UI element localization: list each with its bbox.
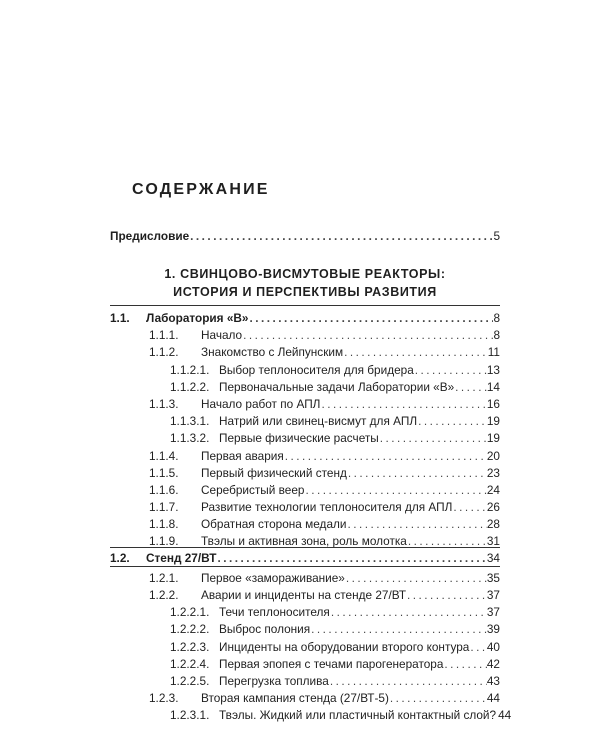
toc-entry[interactable]	[219, 413, 500, 429]
toc-entry-label: Течи теплоносителя	[219, 605, 330, 619]
leader-dots	[284, 448, 487, 464]
toc-entry-page: 20	[486, 449, 500, 463]
toc-entry[interactable]	[219, 673, 500, 689]
toc-entry-number: 1.1.3.	[149, 397, 179, 411]
leader-dots	[389, 690, 487, 706]
toc-entry-number: 1.2.2.4.	[170, 657, 210, 671]
toc-entry-label: Первый физический стенд	[201, 466, 347, 480]
toc-entry-number: 1.1.4.	[149, 449, 179, 463]
toc-entry-label: Первоначальные задачи Лаборатории «В»	[219, 380, 455, 394]
toc-entry-number: 1.2.2.5.	[170, 674, 210, 688]
toc-entry-page: 13	[486, 363, 500, 377]
section-heading-line2: ИСТОРИЯ И ПЕРСПЕКТИВЫ РАЗВИТИЯ	[173, 285, 437, 299]
leader-dots	[189, 228, 493, 244]
toc-entry-label: Лаборатория «В»	[146, 311, 249, 325]
toc-entry-page: 8	[493, 311, 500, 325]
toc-entry-number: 1.1.5.	[149, 466, 179, 480]
divider	[110, 566, 500, 567]
toc-entry-label: Выброс полония	[219, 622, 311, 636]
leader-dots	[454, 379, 487, 395]
toc-entry-label: Серебристый веер	[201, 483, 305, 497]
toc-entry-page: 43	[486, 674, 500, 688]
toc-entry[interactable]	[219, 362, 500, 378]
toc-entry-label: Начало	[201, 328, 243, 342]
toc-entry-number: 1.2.3.	[149, 691, 179, 705]
leader-dots	[346, 516, 486, 532]
toc-entry-label: Знакомство с Лейпунским	[201, 345, 344, 359]
toc-entry[interactable]	[201, 499, 500, 515]
toc-entry[interactable]	[219, 656, 500, 672]
toc-entry-page: 35	[486, 571, 500, 585]
toc-entry[interactable]	[219, 707, 512, 723]
toc-entry[interactable]	[201, 690, 500, 706]
section-heading-line1: 1. СВИНЦОВО-ВИСМУТОВЫЕ РЕАКТОРЫ:	[164, 267, 446, 281]
toc-entry[interactable]	[219, 379, 500, 395]
toc-entry-number: 1.2.	[110, 551, 130, 565]
toc-entry[interactable]	[201, 448, 500, 464]
toc-entry-number: 1.1.2.1.	[170, 363, 210, 377]
toc-entry-label: Первая авария	[201, 449, 284, 463]
leader-dots	[414, 362, 487, 378]
leader-dots	[329, 673, 487, 689]
toc-entry-number: 1.2.2.	[149, 588, 179, 602]
toc-entry-label: Первое «замораживание»	[201, 571, 345, 585]
toc-entry-page: 26	[486, 500, 500, 514]
toc-entry-label: Первая эпопея с течами парогенератора	[219, 657, 444, 671]
leader-dots	[443, 656, 486, 672]
toc-entry[interactable]	[201, 516, 500, 532]
toc-entry-page: 40	[486, 640, 500, 654]
toc-entry-number: 1.1.8.	[149, 517, 179, 531]
toc-entry-number: 1.1.2.2.	[170, 380, 210, 394]
toc-entry-number: 1.1.9.	[149, 534, 179, 548]
toc-entry-page: 19	[486, 431, 500, 445]
toc-entry-label: Аварии и инциденты на стенде 27/ВТ	[201, 588, 407, 602]
divider	[110, 305, 500, 306]
toc-entry-label: Твэлы. Жидкий или пластичный контактный слой?	[219, 708, 497, 722]
toc-entry[interactable]	[146, 550, 500, 566]
toc-entry-page: 24	[486, 483, 500, 497]
leader-dots	[347, 465, 487, 481]
toc-entry-page: 19	[486, 414, 500, 428]
toc-entry-page: 5	[493, 229, 500, 243]
toc-entry-label: Развитие технологии теплоносителя для АПЛ	[201, 500, 453, 514]
leader-dots	[320, 396, 486, 412]
toc-entry-label: Перегрузка топлива	[219, 674, 329, 688]
toc-entry[interactable]	[201, 344, 500, 360]
leader-dots	[417, 413, 487, 429]
toc-entry-number: 1.1.7.	[149, 500, 179, 514]
toc-entry[interactable]	[201, 396, 500, 412]
toc-entry-label: Предисловие	[110, 229, 190, 243]
toc-entry[interactable]	[219, 430, 500, 446]
toc-entry[interactable]	[201, 570, 500, 586]
toc-entry[interactable]	[219, 621, 500, 637]
toc-entry[interactable]	[219, 639, 500, 655]
toc-entry-page: 42	[486, 657, 500, 671]
toc-entry-number: 1.1.6.	[149, 483, 179, 497]
toc-entry-page: 23	[486, 466, 500, 480]
toc-entry-label: Первые физические расчеты	[219, 431, 379, 445]
toc-entry-number: 1.1.2.	[149, 345, 179, 359]
toc-entry-page: 34	[486, 551, 500, 565]
toc-entry-number: 1.2.2.2.	[170, 622, 210, 636]
leader-dots	[406, 587, 487, 603]
toc-entry-label: Выбор теплоносителя для бридера	[219, 363, 414, 377]
toc-entry[interactable]	[146, 310, 500, 326]
leader-dots	[248, 310, 493, 326]
toc-entry-number: 1.2.1.	[149, 571, 179, 585]
toc-entry-number: 1.1.1.	[149, 328, 179, 342]
toc-entry-label: Натрий или свинец-висмут для АПЛ	[219, 414, 418, 428]
toc-entry-page: 37	[486, 605, 500, 619]
toc-entry-label: Вторая кампания стенда (27/ВТ-5)	[201, 691, 389, 705]
leader-dots	[310, 621, 487, 637]
toc-entry[interactable]	[201, 465, 500, 481]
leader-dots	[343, 344, 488, 360]
toc-entry-number: 1.1.3.1.	[170, 414, 210, 428]
toc-entry[interactable]	[201, 482, 500, 498]
leader-dots	[452, 499, 487, 515]
toc-entry-label: Начало работ по АПЛ	[201, 397, 321, 411]
toc-entry[interactable]	[201, 587, 500, 603]
leader-dots	[469, 639, 487, 655]
toc-entry-page: 37	[486, 588, 500, 602]
toc-entry-page: 14	[486, 380, 500, 394]
toc-entry-number: 1.2.2.1.	[170, 605, 210, 619]
toc-entry-label: Обратная сторона медали	[201, 517, 347, 531]
toc-entry-label: Твэлы и активная зона, роль молотка	[201, 534, 407, 548]
leader-dots	[330, 604, 487, 620]
toc-entry-page: 8	[493, 328, 500, 342]
toc-entry-page: 39	[486, 622, 500, 636]
toc-entry-number: 1.1.3.2.	[170, 431, 210, 445]
toc-entry-preface[interactable]	[110, 228, 500, 244]
toc-entry-label: Инциденты на оборудовании второго контура	[219, 640, 470, 654]
toc-entry-number: 1.1.	[110, 311, 130, 325]
toc-entry-page: 16	[486, 397, 500, 411]
toc-entry-number: 1.2.3.1.	[170, 708, 210, 722]
leader-dots	[345, 570, 487, 586]
leader-dots	[304, 482, 486, 498]
toc-entry[interactable]	[219, 604, 500, 620]
toc-entry-page: 31	[486, 534, 500, 548]
leader-dots	[379, 430, 487, 446]
divider	[110, 547, 500, 548]
toc-entry-label: Стенд 27/ВТ	[146, 551, 217, 565]
toc-entry[interactable]	[201, 327, 500, 343]
toc-entry-number: 1.2.2.3.	[170, 640, 210, 654]
leader-dots	[242, 327, 493, 343]
toc-entry-page: 11	[487, 345, 500, 359]
contents-title: СОДЕРЖАНИЕ	[132, 181, 270, 198]
leader-dots	[216, 550, 486, 566]
toc-entry-page: 44	[486, 691, 500, 705]
toc-entry-page: 44	[498, 708, 512, 722]
toc-entry-page: 28	[486, 517, 500, 531]
